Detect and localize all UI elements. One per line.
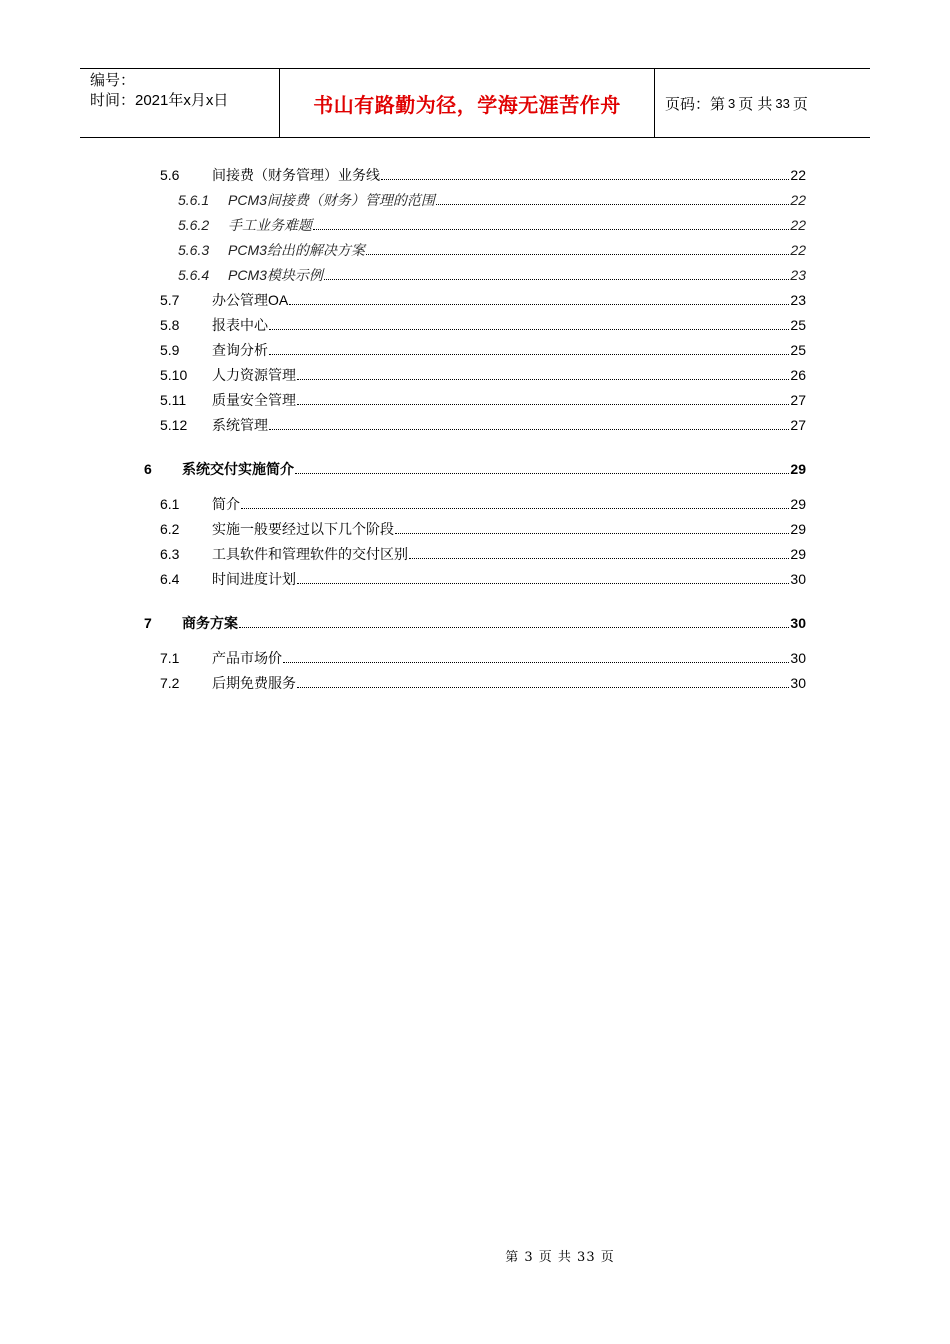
toc-entry-number: 7.1 (160, 650, 180, 666)
toc-entry[interactable] (140, 385, 806, 410)
toc-entry[interactable] (140, 539, 806, 564)
toc-entry-page: 27 (790, 417, 806, 433)
toc-entry-number: 5.7 (160, 292, 180, 308)
document-code-label: 编号： (90, 72, 136, 89)
toc-entry-page: 29 (790, 496, 806, 512)
toc-leader-dots (283, 662, 789, 663)
toc-leader-dots (269, 354, 789, 355)
toc-entry[interactable] (140, 235, 806, 260)
page-suffix: 页 (792, 95, 808, 113)
toc-entry-page: 29 (790, 546, 806, 562)
toc-entry-number: 5.11 (160, 392, 187, 408)
toc-leader-dots (297, 583, 789, 584)
toc-entry[interactable] (140, 160, 806, 185)
toc-entry-number: 7.2 (160, 675, 180, 691)
toc-leader-dots (239, 627, 789, 628)
toc-entry-page: 29 (790, 521, 806, 537)
toc-entry-number: 5.6.2 (178, 217, 210, 233)
toc-entry-page: 22 (790, 192, 806, 208)
page-current: 3 (728, 95, 736, 111)
toc-entry-number: 5.6.3 (178, 242, 210, 258)
toc-entry[interactable] (140, 335, 806, 360)
toc-entry-title: 系统交付实施简介 (182, 461, 294, 477)
toc-entry-page: 30 (790, 675, 806, 691)
toc-entry[interactable] (140, 260, 806, 285)
toc-entry-title: PCM3间接费（财务）管理的范围 (228, 192, 435, 208)
toc-entry-page: 23 (790, 292, 806, 308)
toc-entry-title: 间接费（财务管理）业务线 (212, 167, 380, 183)
toc-entry-number: 5.6 (160, 167, 180, 183)
toc-entry[interactable] (140, 489, 806, 514)
toc-entry-page: 27 (790, 392, 806, 408)
header-page-info (655, 69, 870, 137)
table-of-contents (140, 160, 806, 693)
toc-entry-number: 6.4 (160, 571, 180, 587)
toc-entry-number: 5.8 (160, 317, 180, 333)
toc-entry-number: 6.1 (160, 496, 180, 512)
toc-entry[interactable] (140, 643, 806, 668)
toc-entry-title: 办公管理OA (212, 292, 289, 308)
toc-leader-dots (297, 404, 789, 405)
toc-entry-page: 30 (790, 571, 806, 587)
toc-entry-title: 报表中心 (212, 317, 268, 333)
toc-leader-dots (289, 304, 789, 305)
toc-entry-title: 实施一般要经过以下几个阶段 (212, 521, 394, 537)
toc-entry-title: 商务方案 (182, 615, 238, 631)
toc-entry[interactable] (140, 445, 806, 479)
toc-entry-number: 6.3 (160, 546, 180, 562)
toc-entry-title: 人力资源管理 (212, 367, 296, 383)
toc-entry-title: 查询分析 (212, 342, 268, 358)
toc-entry[interactable] (140, 210, 806, 235)
toc-entry[interactable] (140, 310, 806, 335)
toc-spacer (140, 589, 806, 599)
page-total: 33 (775, 95, 790, 111)
toc-leader-dots (324, 279, 790, 280)
toc-entry-page: 25 (790, 342, 806, 358)
toc-entry[interactable] (140, 599, 806, 633)
toc-leader-dots (313, 229, 789, 230)
toc-leader-dots (269, 329, 789, 330)
toc-entry-number: 5.6.4 (178, 267, 210, 283)
page-prefix: 页码：第 (665, 95, 726, 113)
document-time-label: 时间：2021年x月x日 (90, 92, 229, 109)
toc-leader-dots (295, 473, 789, 474)
toc-entry-number: 5.12 (160, 417, 188, 433)
toc-leader-dots (395, 533, 789, 534)
toc-entry-number: 5.6.1 (178, 192, 210, 208)
toc-entry-title: 工具软件和管理软件的交付区别 (212, 546, 408, 562)
toc-entry-page: 30 (790, 650, 806, 666)
toc-entry-number: 5.10 (160, 367, 188, 383)
toc-spacer (140, 633, 806, 643)
toc-entry[interactable] (140, 410, 806, 435)
toc-spacer (140, 479, 806, 489)
toc-entry[interactable] (140, 185, 806, 210)
toc-entry[interactable] (140, 564, 806, 589)
page-header (80, 68, 870, 138)
toc-entry-page: 29 (790, 461, 806, 477)
toc-entry-number: 5.9 (160, 342, 180, 358)
toc-entry-page: 23 (790, 267, 806, 283)
toc-entry-title: 产品市场价 (212, 650, 282, 666)
toc-entry[interactable] (140, 668, 806, 693)
toc-spacer (140, 435, 806, 445)
toc-entry[interactable] (140, 285, 806, 310)
toc-entry-title: 手工业务难题 (228, 217, 312, 233)
toc-leader-dots (436, 204, 790, 205)
header-motto: 书山有路勤为径，学海无涯苦作舟 (280, 69, 655, 137)
toc-entry-title: 质量安全管理 (212, 392, 296, 408)
toc-entry-title: 简介 (212, 496, 240, 512)
toc-leader-dots (409, 558, 789, 559)
toc-leader-dots (366, 254, 790, 255)
toc-entry-number: 6.2 (160, 521, 180, 537)
toc-leader-dots (241, 508, 789, 509)
toc-entry-title: 系统管理 (212, 417, 268, 433)
page-footer: 第 3 页 共 33 页 (505, 1250, 615, 1265)
toc-entry-page: 30 (790, 615, 806, 631)
toc-leader-dots (381, 179, 789, 180)
toc-entry-number: 7 (144, 615, 152, 631)
toc-leader-dots (269, 429, 789, 430)
header-meta (80, 69, 280, 137)
toc-entry-page: 22 (790, 242, 806, 258)
toc-entry-number: 6 (144, 461, 152, 477)
toc-entry-title: PCM3给出的解决方案 (228, 242, 365, 258)
toc-entry[interactable] (140, 514, 806, 539)
toc-leader-dots (297, 379, 789, 380)
toc-entry-page: 22 (790, 217, 806, 233)
toc-entry[interactable] (140, 360, 806, 385)
page-mid: 页 共 (738, 95, 773, 113)
toc-entry-page: 25 (790, 317, 806, 333)
toc-entry-page: 22 (790, 167, 806, 183)
toc-entry-title: 后期免费服务 (212, 675, 296, 691)
toc-entry-title: PCM3模块示例 (228, 267, 323, 283)
toc-leader-dots (297, 687, 789, 688)
toc-entry-title: 时间进度计划 (212, 571, 296, 587)
toc-entry-page: 26 (790, 367, 806, 383)
